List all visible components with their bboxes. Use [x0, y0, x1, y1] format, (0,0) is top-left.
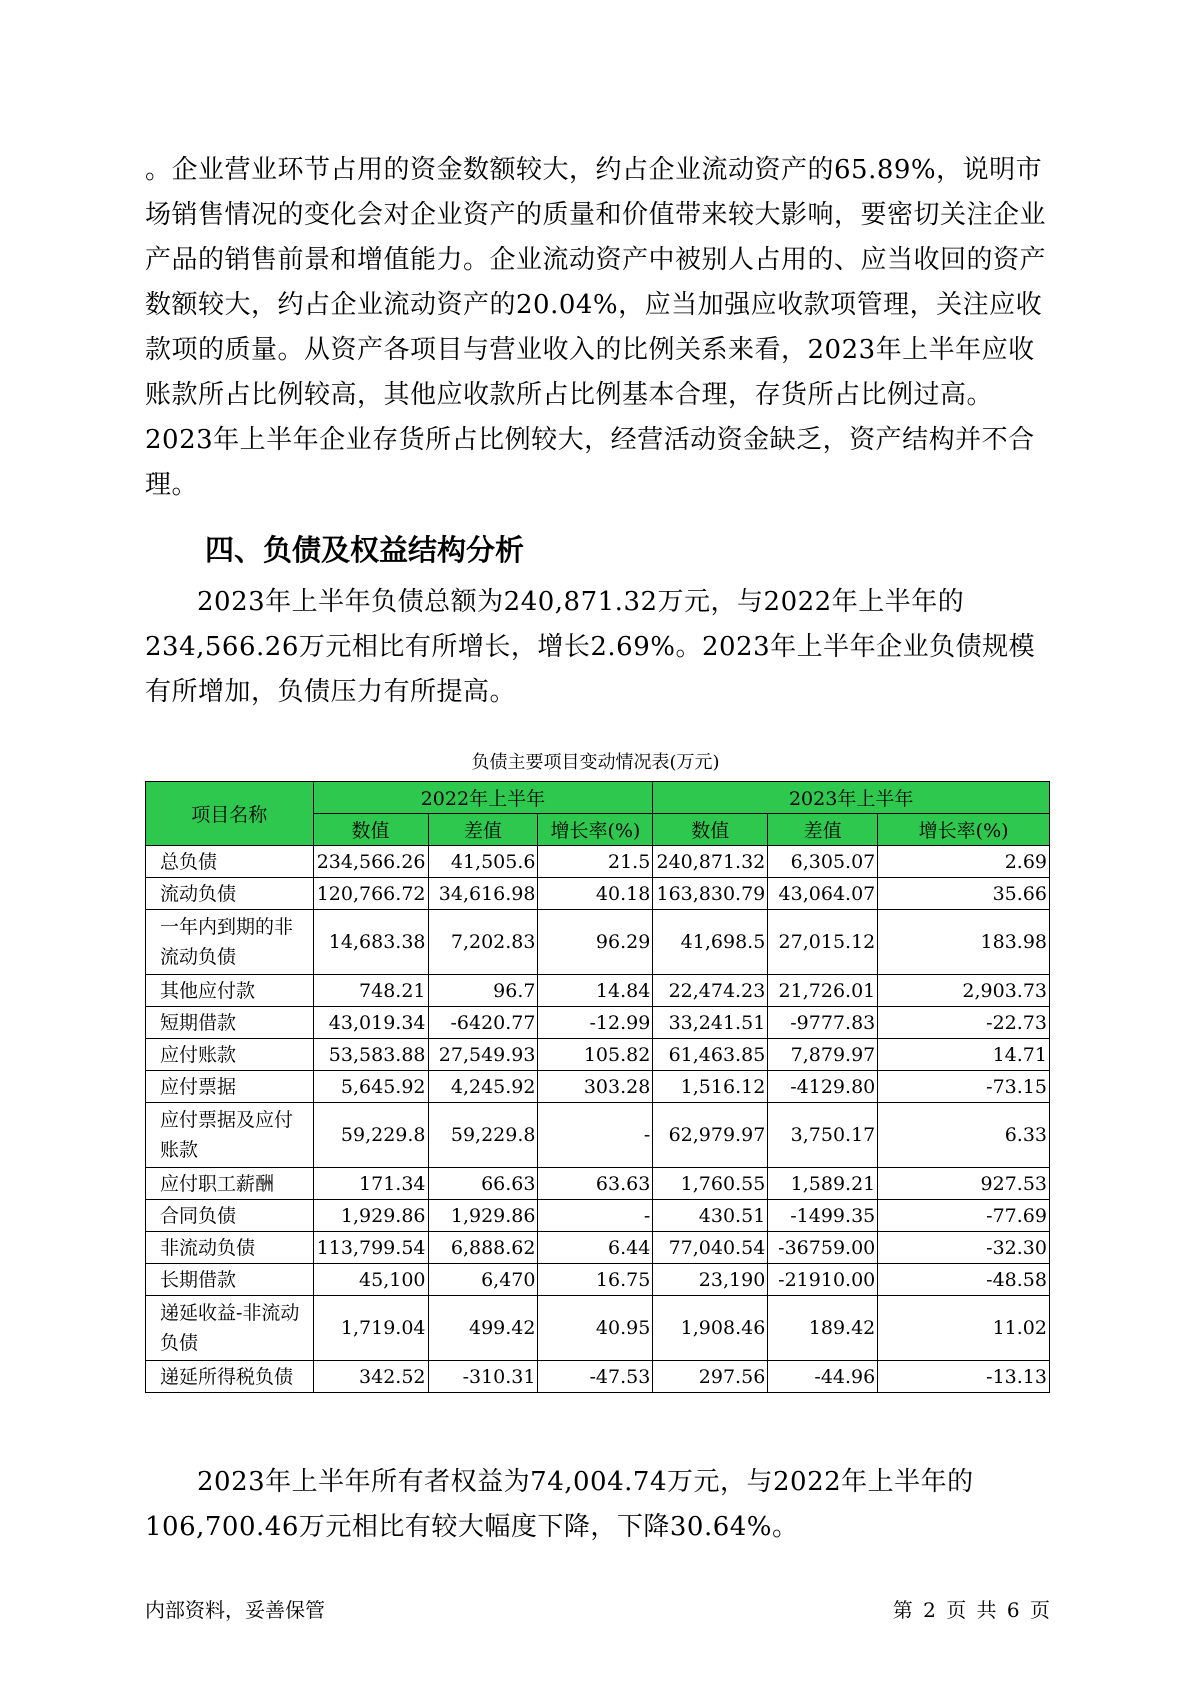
value-2023: 240,871.32: [653, 846, 768, 878]
growth-2023: 11.02: [878, 1296, 1050, 1361]
diff-2022: 96.7: [428, 975, 538, 1007]
diff-2022: 4,245.92: [428, 1071, 538, 1103]
value-2023: 163,830.79: [653, 878, 768, 910]
row-name: 长期借款: [146, 1264, 314, 1296]
value-2023: 297.56: [653, 1361, 768, 1393]
diff-2023: -36759.00: [768, 1232, 878, 1264]
value-2022: 14,683.38: [313, 910, 428, 975]
row-name: 一年内到期的非流动负债: [146, 910, 314, 975]
value-2022: 43,019.34: [313, 1007, 428, 1039]
table-row: [146, 1071, 1050, 1103]
diff-2023: 3,750.17: [768, 1103, 878, 1168]
table-row: [146, 1361, 1050, 1393]
table-row: [146, 975, 1050, 1007]
row-name: 流动负债: [146, 878, 314, 910]
row-name: 应付票据: [146, 1071, 314, 1103]
value-2022: 234,566.26: [313, 846, 428, 878]
diff-2022: 34,616.98: [428, 878, 538, 910]
growth-2022: 21.5: [538, 846, 653, 878]
diff-2023: 21,726.01: [768, 975, 878, 1007]
row-name: 递延所得税负债: [146, 1361, 314, 1393]
diff-2023: -1499.35: [768, 1200, 878, 1232]
diff-2022: 7,202.83: [428, 910, 538, 975]
value-2022: 1,719.04: [313, 1296, 428, 1361]
value-2023: 23,190: [653, 1264, 768, 1296]
growth-2023: 2,903.73: [878, 975, 1050, 1007]
header-item-name: 项目名称: [146, 782, 314, 846]
diff-2022: -310.31: [428, 1361, 538, 1393]
diff-2022: 6,470: [428, 1264, 538, 1296]
growth-2022: 105.82: [538, 1039, 653, 1071]
growth-2023: 927.53: [878, 1168, 1050, 1200]
diff-2022: 27,549.93: [428, 1039, 538, 1071]
growth-2022: 6.44: [538, 1232, 653, 1264]
value-2023: 62,979.97: [653, 1103, 768, 1168]
value-2023: 41,698.5: [653, 910, 768, 975]
table-row: [146, 1264, 1050, 1296]
growth-2023: 35.66: [878, 878, 1050, 910]
table-row: [146, 1200, 1050, 1232]
row-name: 合同负债: [146, 1200, 314, 1232]
growth-2022: -12.99: [538, 1007, 653, 1039]
table-row: [146, 846, 1050, 878]
growth-2022: -: [538, 1200, 653, 1232]
table-caption: 负债主要项目变动情况表(万元): [471, 752, 720, 773]
value-2022: 59,229.8: [313, 1103, 428, 1168]
value-2022: 342.52: [313, 1361, 428, 1393]
growth-2023: 2.69: [878, 846, 1050, 878]
table-row: [146, 878, 1050, 910]
growth-2022: 16.75: [538, 1264, 653, 1296]
row-name: 总负债: [146, 846, 314, 878]
diff-2022: 499.42: [428, 1296, 538, 1361]
growth-2022: -47.53: [538, 1361, 653, 1393]
row-name: 应付职工薪酬: [146, 1168, 314, 1200]
header-growth-2022: 增长率(%): [538, 814, 653, 846]
header-value-2022: 数值: [313, 814, 428, 846]
diff-2023: 43,064.07: [768, 878, 878, 910]
header-diff-2022: 差值: [428, 814, 538, 846]
footer-page-number: 第 2 页 共 6 页: [892, 1598, 1050, 1622]
table-row: [146, 1296, 1050, 1361]
header-group-2023: 2023年上半年: [653, 782, 1050, 814]
value-2023: 77,040.54: [653, 1232, 768, 1264]
row-name: 递延收益-非流动负债: [146, 1296, 314, 1361]
diff-2023: -21910.00: [768, 1264, 878, 1296]
value-2022: 120,766.72: [313, 878, 428, 910]
growth-2023: -73.15: [878, 1071, 1050, 1103]
value-2023: 1,516.12: [653, 1071, 768, 1103]
value-2022: 748.21: [313, 975, 428, 1007]
header-diff-2023: 差值: [768, 814, 878, 846]
liabilities-paragraph: 2023年上半年负债总额为240,871.32万元，与2022年上半年的234,566.26万元相比有所增长，增长2.69%。2023年上半年企业负债规模有所增加，负债压力有所提高。: [145, 587, 1036, 707]
growth-2022: 14.84: [538, 975, 653, 1007]
diff-2023: -4129.80: [768, 1071, 878, 1103]
value-2023: 61,463.85: [653, 1039, 768, 1071]
growth-2023: -48.58: [878, 1264, 1050, 1296]
diff-2023: -44.96: [768, 1361, 878, 1393]
value-2023: 1,760.55: [653, 1168, 768, 1200]
value-2023: 1,908.46: [653, 1296, 768, 1361]
diff-2023: 7,879.97: [768, 1039, 878, 1071]
diff-2022: 1,929.86: [428, 1200, 538, 1232]
row-name: 应付票据及应付账款: [146, 1103, 314, 1168]
growth-2022: 303.28: [538, 1071, 653, 1103]
value-2023: 33,241.51: [653, 1007, 768, 1039]
growth-2023: -22.73: [878, 1007, 1050, 1039]
value-2022: 53,583.88: [313, 1039, 428, 1071]
section-heading: 四、负债及权益结构分析: [205, 533, 525, 567]
diff-2022: 59,229.8: [428, 1103, 538, 1168]
diff-2023: 6,305.07: [768, 846, 878, 878]
row-name: 非流动负债: [146, 1232, 314, 1264]
value-2023: 22,474.23: [653, 975, 768, 1007]
table-row: [146, 1168, 1050, 1200]
diff-2023: 189.42: [768, 1296, 878, 1361]
intro-paragraph: 。企业营业环节占用的资金数额较大，约占企业流动资产的65.89%，说明市场销售情况的变化会对企业资产的质量和价值带来较大影响，要密切关注企业产品的销售前景和增值能力。企业流动资产中被别人占用的、应当收回的资产数额较大，约占企业流动资产的20.04%，应当加强应收款项管理，关注应收款项的质量。从资产各项目与营业收入的比例关系来看，2023年上半年应收账款所占比例较高，其他应收款所占比例基本合理，存货所占比例过高。2023年上半年企业存货所占比例较大，经营活动资金缺乏，资产结构并不合理。: [145, 155, 1047, 500]
diff-2022: 66.63: [428, 1168, 538, 1200]
diff-2022: 6,888.62: [428, 1232, 538, 1264]
growth-2022: 40.18: [538, 878, 653, 910]
footer-confidential-note: 内部资料，妥善保管: [145, 1598, 325, 1622]
growth-2023: -32.30: [878, 1232, 1050, 1264]
growth-2023: -13.13: [878, 1361, 1050, 1393]
row-name: 短期借款: [146, 1007, 314, 1039]
diff-2023: -9777.83: [768, 1007, 878, 1039]
diff-2022: -6420.77: [428, 1007, 538, 1039]
value-2022: 1,929.86: [313, 1200, 428, 1232]
table-row: [146, 1103, 1050, 1168]
row-name: 应付账款: [146, 1039, 314, 1071]
header-value-2023: 数值: [653, 814, 768, 846]
value-2022: 113,799.54: [313, 1232, 428, 1264]
value-2022: 171.34: [313, 1168, 428, 1200]
growth-2022: -: [538, 1103, 653, 1168]
growth-2023: 6.33: [878, 1103, 1050, 1168]
growth-2022: 40.95: [538, 1296, 653, 1361]
growth-2022: 63.63: [538, 1168, 653, 1200]
table-row: [146, 1232, 1050, 1264]
diff-2022: 41,505.6: [428, 846, 538, 878]
value-2022: 45,100: [313, 1264, 428, 1296]
header-group-2022: 2022年上半年: [313, 782, 653, 814]
header-growth-2023: 增长率(%): [878, 814, 1050, 846]
equity-paragraph: 2023年上半年所有者权益为74,004.74万元，与2022年上半年的106,700.46万元相比有较大幅度下降，下降30.64%。: [145, 1467, 974, 1542]
diff-2023: 27,015.12: [768, 910, 878, 975]
table-row: [146, 910, 1050, 975]
diff-2023: 1,589.21: [768, 1168, 878, 1200]
table-row: [146, 1007, 1050, 1039]
table-row: [146, 1039, 1050, 1071]
value-2022: 5,645.92: [313, 1071, 428, 1103]
liabilities-table: [145, 781, 1050, 1393]
row-name: 其他应付款: [146, 975, 314, 1007]
growth-2023: 183.98: [878, 910, 1050, 975]
growth-2023: 14.71: [878, 1039, 1050, 1071]
growth-2022: 96.29: [538, 910, 653, 975]
growth-2023: -77.69: [878, 1200, 1050, 1232]
value-2023: 430.51: [653, 1200, 768, 1232]
